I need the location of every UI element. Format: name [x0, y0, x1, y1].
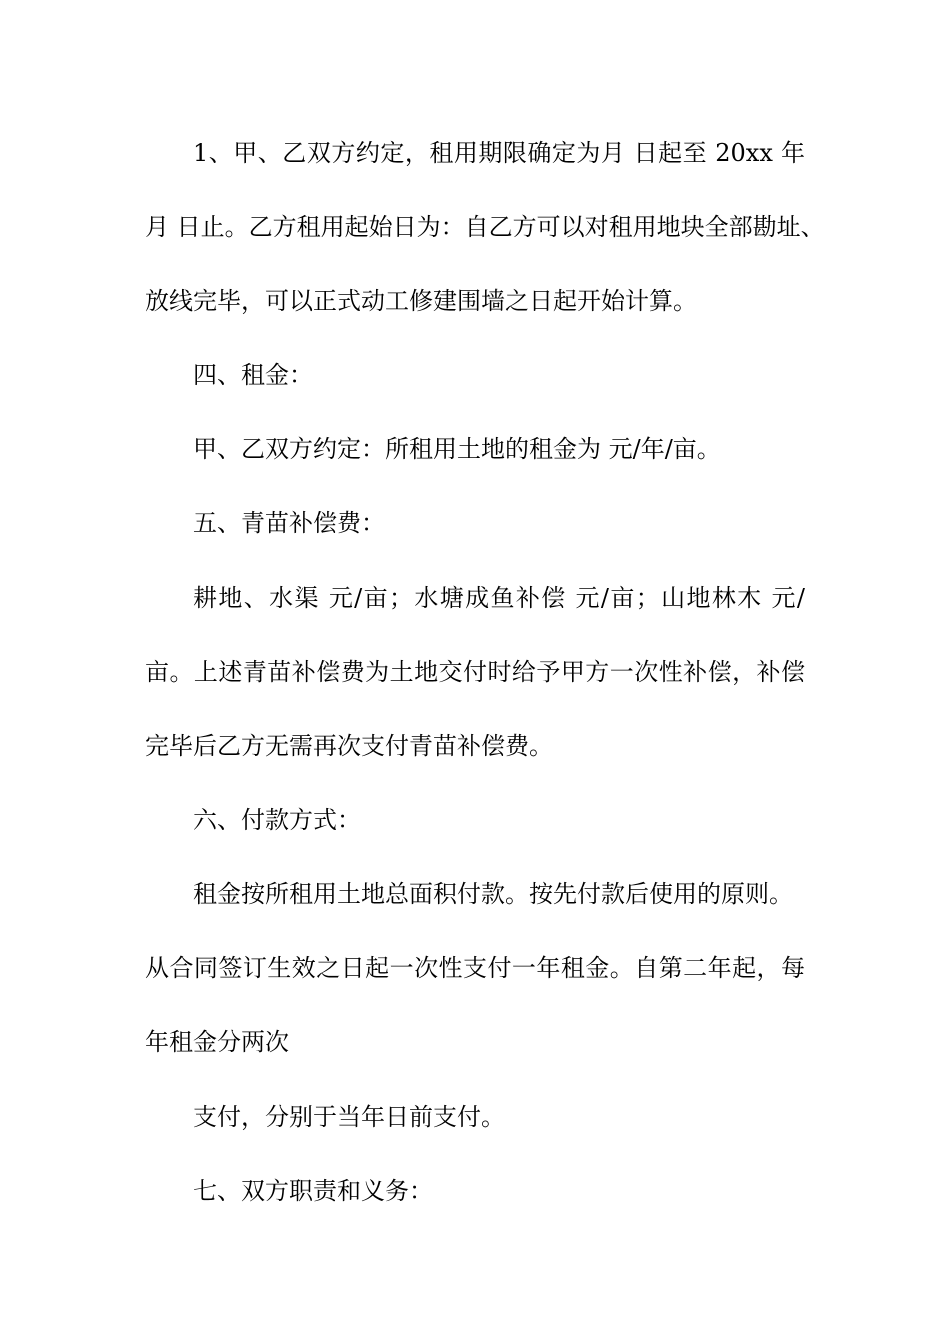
paragraph-rent: 甲、乙双方约定：所租用土地的租金为 元/年/亩。 — [193, 435, 721, 463]
section-heading-payment-method: 六、付款方式： — [193, 806, 361, 834]
paragraph-payment-line-2: 从合同签订生效之日起一次性支付一年租金。自第二年起，每 — [145, 954, 805, 982]
paragraph-compensation-line-3: 完毕后乙方无需再次支付青苗补偿费。 — [145, 732, 553, 760]
paragraph-compensation-line-2: 亩。上述青苗补偿费为土地交付时给予甲方一次性补偿，补偿 — [145, 658, 805, 686]
paragraph-payment-line-4: 支付，分别于当年日前支付。 — [193, 1103, 505, 1131]
paragraph-payment-line-1: 租金按所租用土地总面积付款。按先付款后使用的原则。 — [193, 880, 793, 908]
section-heading-rent: 四、租金： — [193, 361, 313, 389]
paragraph-lease-term-line-1: 1、甲、乙双方约定，租用期限确定为月 日起至 20xx 年 — [193, 139, 805, 167]
section-heading-crop-compensation: 五、青苗补偿费： — [193, 509, 385, 537]
paragraph-payment-line-3: 年租金分两次 — [145, 1028, 289, 1056]
paragraph-lease-term-line-2: 月 日止。乙方租用起始日为：自乙方可以对租用地块全部勘址、 — [145, 213, 825, 241]
section-heading-duties: 七、双方职责和义务： — [193, 1177, 433, 1205]
paragraph-compensation-line-1: 耕地、水渠 元/亩；水塘成鱼补偿 元/亩；山地林木 元/ — [193, 584, 805, 612]
paragraph-lease-term-line-3: 放线完毕，可以正式动工修建围墙之日起开始计算。 — [145, 287, 697, 315]
